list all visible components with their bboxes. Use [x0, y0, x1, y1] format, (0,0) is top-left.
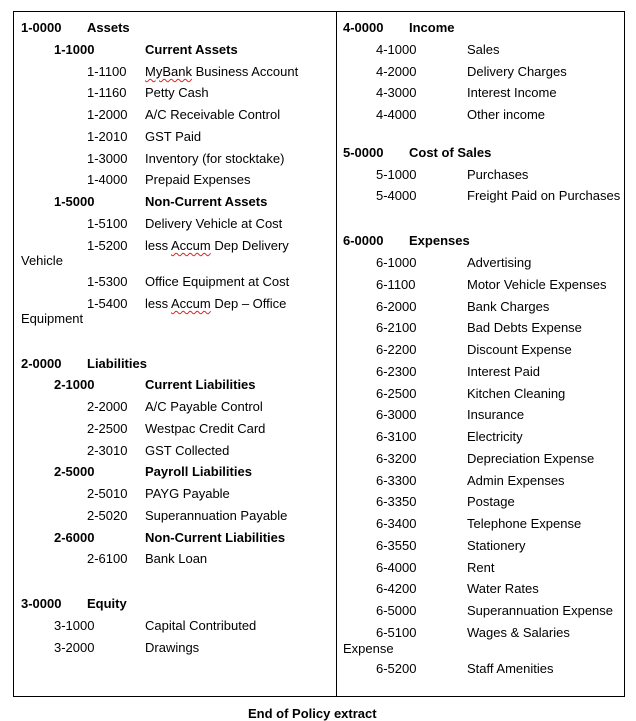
account-code: 3-2000: [54, 640, 95, 655]
account-name: Superannuation Expense: [467, 603, 614, 618]
current-liabilities-heading: Current Liabilities: [145, 377, 256, 392]
account-code: 6-2200: [376, 342, 417, 357]
account-name: Postage: [467, 494, 515, 509]
account-code: 6-3400: [376, 516, 417, 531]
account-code: 3-1000: [54, 618, 95, 633]
assets-heading: Assets: [87, 20, 130, 35]
account-name: Bank Charges: [467, 299, 550, 314]
account-name: Admin Expenses: [467, 473, 565, 488]
account-name-wrap: Expense: [343, 641, 394, 656]
current-assets-heading: Current Assets: [145, 42, 238, 57]
account-code: 6-5100: [376, 625, 417, 640]
account-code: 1-4000: [87, 172, 128, 187]
account-name: Kitchen Cleaning: [467, 386, 566, 401]
account-code: 5-1000: [376, 167, 417, 182]
account-name: GST Collected: [145, 443, 230, 458]
account-code: 6-4000: [376, 560, 417, 575]
account-code: 6-3300: [376, 473, 417, 488]
spellcheck-squiggle: Accum: [171, 296, 211, 311]
account-code: 1-2010: [87, 129, 128, 144]
account-name: Other income: [467, 107, 546, 122]
account-code: 1-3000: [87, 151, 128, 166]
account-name: Inventory (for stocktake): [145, 151, 285, 166]
account-name: Staff Amenities: [467, 661, 554, 676]
account-name: Insurance: [467, 407, 525, 422]
noncurrent-liabilities-code: 2-6000: [54, 530, 95, 545]
account-name: Water Rates: [467, 581, 539, 596]
account-name: Purchases: [467, 167, 529, 182]
equity-code: 3-0000: [21, 596, 62, 611]
account-code: 1-2000: [87, 107, 128, 122]
account-name: A/C Receivable Control: [145, 107, 281, 122]
account-name-wrap: Vehicle: [21, 253, 63, 268]
account-name: Delivery Charges: [467, 64, 567, 79]
account-code: 1-5200: [87, 238, 128, 253]
account-code: 1-5400: [87, 296, 128, 311]
account-name: Stationery: [467, 538, 526, 553]
account-name: Depreciation Expense: [467, 451, 595, 466]
account-name: Bad Debts Expense: [467, 320, 582, 335]
account-name: Delivery Vehicle at Cost: [145, 216, 283, 231]
account-code: 2-2000: [87, 399, 128, 414]
cost-of-sales-code: 5-0000: [343, 145, 384, 160]
liabilities-code: 2-0000: [21, 356, 62, 371]
account-name: Prepaid Expenses: [145, 172, 251, 187]
account-name: Advertising: [467, 255, 532, 270]
account-name-wrap: Equipment: [21, 311, 84, 326]
account-name: Freight Paid on Purchases: [467, 188, 621, 203]
account-name: Capital Contributed: [145, 618, 257, 633]
liabilities-heading: Liabilities: [87, 356, 147, 371]
account-name: Electricity: [467, 429, 523, 444]
account-name: Westpac Credit Card: [145, 421, 266, 436]
spellcheck-squiggle: Accum: [171, 238, 211, 253]
account-code: 1-5100: [87, 216, 128, 231]
income-heading: Income: [409, 20, 455, 35]
account-code: 6-5200: [376, 661, 417, 676]
account-code: 5-4000: [376, 188, 417, 203]
account-code: 4-2000: [376, 64, 417, 79]
account-code: 6-3350: [376, 494, 417, 509]
account-code: 6-3550: [376, 538, 417, 553]
payroll-liabilities-heading: Payroll Liabilities: [145, 464, 252, 479]
account-code: 4-3000: [376, 85, 417, 100]
account-name: PAYG Payable: [145, 486, 230, 501]
account-code: 2-3010: [87, 443, 128, 458]
account-code: 6-1100: [376, 277, 416, 292]
account-name: less Accum Dep Delivery: [145, 238, 289, 253]
account-name: Bank Loan: [145, 551, 208, 566]
account-name: less Accum Dep – Office: [145, 296, 287, 311]
account-name: Wages & Salaries: [467, 625, 570, 640]
noncurrent-assets-heading: Non-Current Assets: [145, 194, 268, 209]
account-code: 6-1000: [376, 255, 417, 270]
current-liabilities-code: 2-1000: [54, 377, 95, 392]
account-code: 1-5300: [87, 274, 128, 289]
account-name: A/C Payable Control: [145, 399, 263, 414]
account-code: 1-1160: [87, 85, 127, 100]
account-code: 4-1000: [376, 42, 417, 57]
account-name: Rent: [467, 560, 495, 575]
cost-of-sales-heading: Cost of Sales: [409, 145, 492, 160]
account-name: Sales: [467, 42, 500, 57]
account-code: 6-3100: [376, 429, 417, 444]
account-name: Office Equipment at Cost: [145, 274, 290, 289]
assets-code: 1-0000: [21, 20, 62, 35]
current-assets-code: 1-1000: [54, 42, 95, 57]
account-code: 2-5010: [87, 486, 128, 501]
expenses-code: 6-0000: [343, 233, 384, 248]
account-name: Motor Vehicle Expenses: [467, 277, 607, 292]
account-name: Interest Income: [467, 85, 557, 100]
account-code: 2-6100: [87, 551, 128, 566]
account-code: 6-5000: [376, 603, 417, 618]
income-code: 4-0000: [343, 20, 384, 35]
account-code: 6-2000: [376, 299, 417, 314]
account-name: Drawings: [145, 640, 200, 655]
account-code: 6-2100: [376, 320, 417, 335]
account-code: 1-1100: [87, 64, 127, 79]
account-name: MyBank Business Account: [145, 64, 299, 79]
account-code: 4-4000: [376, 107, 417, 122]
account-name: Superannuation Payable: [145, 508, 288, 523]
account-code: 6-2300: [376, 364, 417, 379]
account-name: Petty Cash: [145, 85, 209, 100]
payroll-liabilities-code: 2-5000: [54, 464, 95, 479]
account-name: Interest Paid: [467, 364, 540, 379]
footer-caption: End of Policy extract: [248, 706, 377, 721]
spellcheck-squiggle: MyBank: [145, 64, 192, 79]
account-code: 2-2500: [87, 421, 128, 436]
account-name: GST Paid: [145, 129, 202, 144]
account-code: 2-5020: [87, 508, 128, 523]
account-code: 6-2500: [376, 386, 417, 401]
column-divider: [336, 11, 337, 697]
account-name: Discount Expense: [467, 342, 572, 357]
noncurrent-liabilities-heading: Non-Current Liabilities: [145, 530, 286, 545]
account-code: 6-3200: [376, 451, 417, 466]
account-code: 6-3000: [376, 407, 417, 422]
expenses-heading: Expenses: [409, 233, 470, 248]
equity-heading: Equity: [87, 596, 127, 611]
noncurrent-assets-code: 1-5000: [54, 194, 95, 209]
account-code: 6-4200: [376, 581, 417, 596]
account-name: Telephone Expense: [467, 516, 582, 531]
